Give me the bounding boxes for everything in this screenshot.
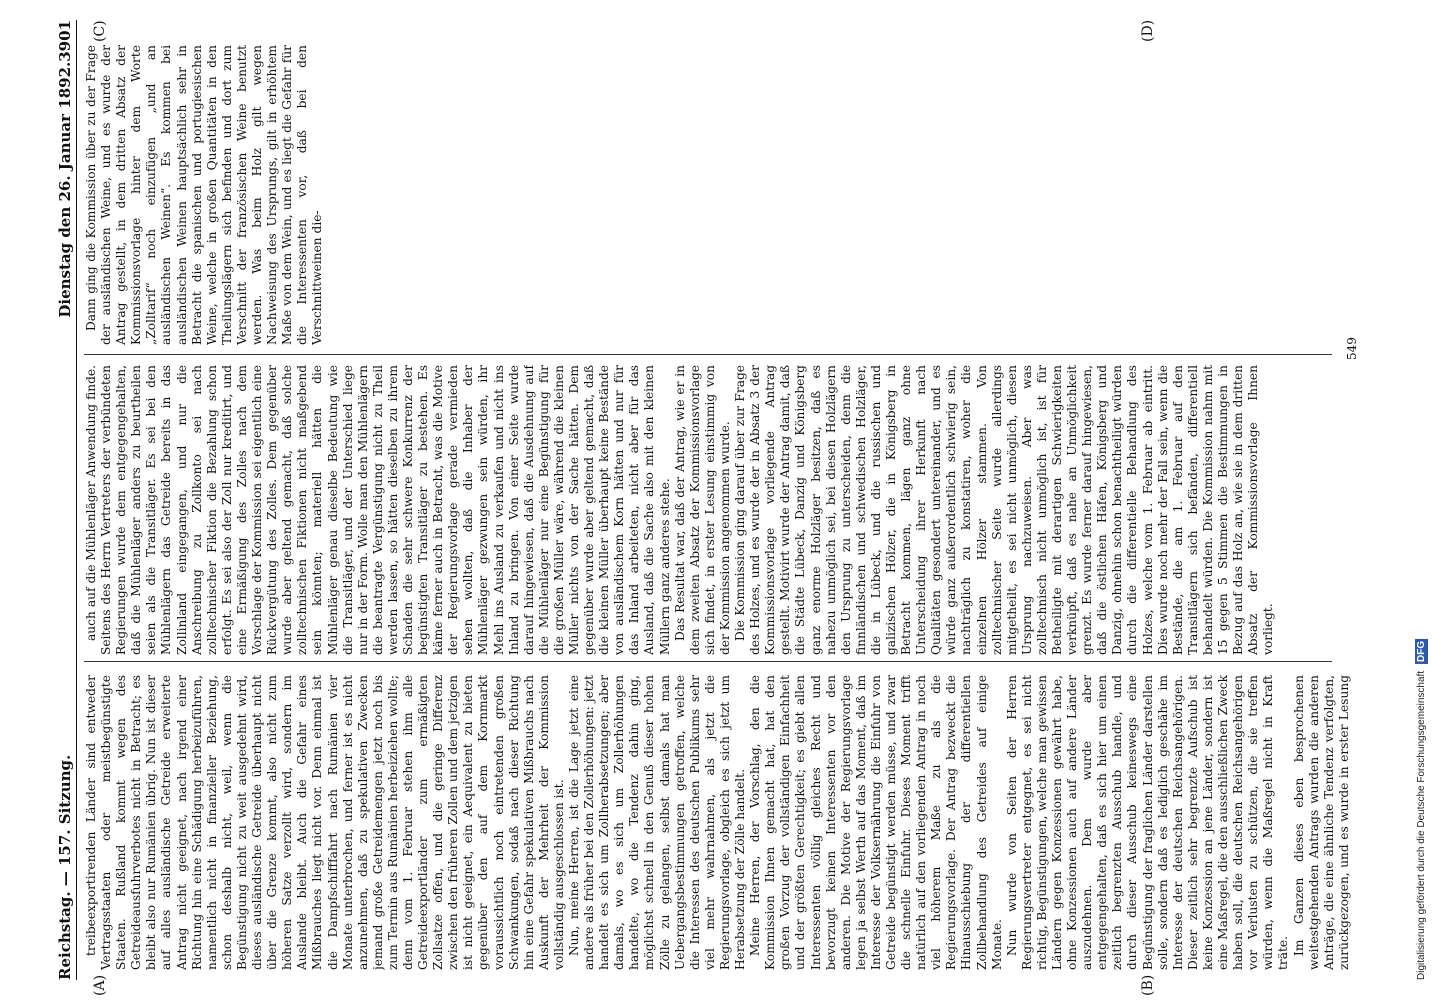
header-center [74,358,76,755]
folio-number: 549 [1345,337,1359,360]
margin-marker-c: (C) [92,20,108,42]
header-left: Reichstag. — 157. Sitzung. [56,754,74,980]
header-date: Dienstag den 26. Januar 1892. [56,61,74,318]
paragraph: auch auf die Mühlenläger Anwendung finde. Seitens des Herrn Vertreters der verbündeten Regierungen wurde dem entgegengehalten, daß die Mühlenläger anders zu beurtheilen seien als die Transitläger. Es sei bei den Mühlenlägern das Getreide bereits in das Zollinland eingegangen, und nur die Anschreibung zu Zollkonto sei nach zolltechnischer Fiktion die Bezahlung schon erfolgt. Es sei also der Zoll nur kreditirt, und eine Ermäßigung des Zolles nach dem Vorschlage der Kommission sei eigentlich eine Rückvergütung des Zolles. Dem gegenüber wurde aber geltend gemacht, daß solche zolltechnischen Fiktionen nicht maßgebend sein könnten; materiell hätten die Mühlenläger genau dieselbe Bedeutung wie die Transitläger, und der Unterschied liege nur in der Form. Wolle man den Mühlenlägern die beantragte Vergünstigung nicht zu Theil werden lassen, so hätten dieselben zu ihrem Schaden die sehr schwere Konkurrenz der begünstigten Transitläger zu bestehen. Es käme ferner auch in Betracht, was die Motive der Regierungsvorlage gerade vermieden sehen wollten, daß die Inhaber der Mühlenläger gezwungen sein würden, ihr Mehl ins Ausland zu verkaufen und nicht ins Inland zu bringen. Von einer Seite wurde darauf hingewiesen, daß die Ausdehnung auf die Mühlenläger nur eine Begünstigung für die großen Müller wäre, während die kleinen Müller nichts von der Sache hätten. Dem gegenüber wurde aber geltend gemacht, daß die kleinen Müller überhaupt keine Bestände von ausländischem Korn hätten und nur für das Inland arbeiteten, nicht aber für das Ausland, daß die Sache also mit den kleinen Müllern ganz anderes stehe. [84,365,672,655]
paragraph: Im Ganzen dieses eben besprochenen weitestgehenden Antrags wurden die anderen Anträge, die eine ähnliche Tendenz verfolgten, zurückgezogen, und es wurde in erster Lesung [1291,675,1351,970]
paragraph: treibeexportirenden Länder sind entweder Vertragsstaaten oder meistbegünstigte Staaten. Rußland kommt wegen des Getreideausfuhrverbotes nicht in Betracht; es bleibt also nur Rumänien übrig. Nun ist dieser auf alles ausländische Getreide erweiterte Antrag nicht geeignet, nach irgend einer Richtung hin eine Schädigung herbeizuführen, namentlich nicht in finanzieller Beziehung, schon deshalb nicht, weil, wenn die Begünstigung nicht zu weit ausgedehnt wird, dieses ausländische Getreide überhaupt nicht über die Grenze kommt, also nicht zum höheren Satze verzollt wird, sondern im Auslande bleibt. Auch die Gefahr eines Mißbrauches liegt nicht vor. Denn einmal ist die Dampfschifffahrt nach Rumänien vier Monate unterbrochen, und ferner ist es nicht anzunehmen, daß zu spekulativen Zwecken jemand große Getreidemengen jetzt noch bis zum Termin aus Rumänien herbeiziehen wollte; denn vom 1. Februar stehen ihm alle Getreideexportländer zum ermäßigten Zollsatze offen, und die geringe Differenz zwischen den früheren Zollen und dem jetzigen ist nicht geeignet, ein Aequivalent zu bieten gegenüber den auf dem Kornmarkt voraussichtlich noch eintretenden großen Schwankungen, sodaß nach dieser Richtung hin eine Gefahr spekulativen Mißbrauchs nach Auskunft der Mehrheit der Kommission vollständig ausgeschlossen ist. [84,675,566,970]
paragraph: Nun, meine Herren, ist die Lage jetzt eine andere als früher bei den Zollerhöhungen: jetzt handelt es sich um Zollherabsetzungen; aber damals, wo es sich um Zollerhöhungen handelte, wo die Tendenz dahin ging, möglichst schnell in den Genuß dieser hohen Zölle zu gelangen, selbst damals hat man Uebergangsbestimmungen getroffen, welche die Interessen des deutschen Publikums sehr viel mehr wahrnahmen, als jetzt die Regierungsvorlage, obgleich es sich jetzt um Herabsetzung der Zölle handelt. [567,675,748,970]
text-column-3 [84,45,1352,345]
column-rule [84,354,1332,355]
text-column-1 [84,675,1352,970]
paragraph: Meine Herren, der Vorschlag, den die Kommission Ihnen gemacht hat, hat den großen Vorzug der vollständigen Einfachheit und der größten Gerechtigkeit; es giebt allen Interessenten völlig gleiches Recht und bevorzugt keinen Interessenten vor den anderen. Die Motive der Regierungsvorlage legen ja selbst Werth auf das Moment, daß im Interesse der Volksernährung die Einfuhr von Getreide begünstigt werden müsse, und zwar die schnelle Einfuhr. Dieses Moment trifft natürlich auf den vorliegenden Antrag in noch viel höherem Maße zu als die Regierungsvorlage. Der Antrag bezweckt die Hinausschiebung der differentiellen Zollbehandlung des Getreides auf einige Monate. [748,675,1004,970]
dfg-logo: DFG [1416,641,1427,663]
paragraph: Die Kommission ging darauf über zur Frage des Holzes, und es wurde der in Absatz 3 der Kommissionsvorlage vorliegende Antrag gestellt. Motivirt wurde der Antrag damit, daß die Städte Lübeck, Danzig und Königsberg ganz enorme Holzläger besitzen, daß es nahezu unmöglich sei, bei diesen Holzlägern den Ursprung zu unterscheiden, denn die finnländischen und schwedischen Holzläger, die in Lübeck, und die russischen und galizischen Hölzer, die in Königsberg in Betracht kommen, lägen ganz ohne Unterscheidung ihrer Herkunft nach Qualitäten gesondert untereinander, und es würde ganz außerordentlich schwierig sein, nachträglich zu konstatiren, woher die einzelnen Hölzer stammen. Von zolltechnischer Seite wurde allerdings mitgetheilt, es sei nicht unmöglich, diesen Ursprung nachzuweisen. Aber was zolltechnisch nicht unmöglich ist, ist für Betheiligte mit derartigen Schwierigkeiten verknüpft, daß es nahe an Unmöglichkeit grenzt. Es wurde ferner darauf hingewiesen, daß die östlichen Häfen, Königsberg und Danzig, ohnehin schon benachtheiligt würden durch die differentielle Behandlung des Holzes, welche vom 1. Februar ab eintritt. Dies wurde noch mehr der Fall sein, wenn die Bestände, die am 1. Februar auf den Transitlägern sich befänden, differentiell behandelt würden. Die Kommission nahm mit 15 gegen 5 Stimmen die Bestimmungen in Bezug auf das Holz an, wie sie in dem dritten Absatz der Kommissionsvorlage Ihnen vorliegt. [733,365,1276,655]
column-rule [84,661,1332,662]
margin-marker-a: (A) [92,974,108,996]
paragraph: Dann ging die Kommission über zu der Frage der ausländischen Weine, und es wurde der Antrag gestellt, in dem dritten Absatz der Kommissionsvorlage hinter dem Worte „Zolltarif“ noch einzufügen „und an ausländischen Weinen“. Es kommen bei ausländischen Weinen hauptsächlich sehr in Betracht die spanischen und portugiesischen Weine, welche in großen Quantitäten in den Theilungslägern sich befinden und dort zum Verschnitt der französischen Weine benutzt werden. Was beim Holz gilt wegen Nachweisung des Ursprungs, gilt in erhöhtem Maße von dem Wein, und es liegt die Gefahr für die Interessenten vor, daß bei den Verschnittweinen die- [84,45,325,345]
paragraph: Das Resultat war, daß der Antrag, wie er in dem zweiten Absatz der Kommissionsvorlage sich findet, in erster Lesung einstimmig von der Kommission angenommen wurde. [672,365,732,655]
page-number: 3901 [56,20,74,62]
paragraph: Nun wurde von Seiten der Herren Regierungsvertreter entgegnet, es sei nicht richtig, Begünstigungen, welche man gewissen Ländern gegen Konzessionen gewährt habe, ohne Konzessionen auch auf andere Länder auszudehnen. Dem wurde aber entgegengehalten, daß es sich hier um einen zeitlich begrenzten Ausschub handle, und durch dieser Ausschub keineswegs eine Begünstigung der fraglichen Länder darstellen solle, sondern daß es lediglich geschähe im Interesse der deutschen Reichsangehörigen. Dieser zeitlich sehr begrenzte Aufschub ist keine Konzession an jene Länder, sondern ist eine Maßregel, die den ausschließlichen Zweck haben soll, die deutschen Reichsangehörigen vor Verlusten zu schützen, die sie treffen würden, wenn die Maßregel nicht in Kraft träte. [1004,675,1291,970]
text-column-2 [84,365,1352,655]
digitization-text: Digitalisierung gefördert durch die Deutsche Forschungsgemeinschaft [1416,670,1427,980]
margin-marker-b: (B) [1140,974,1156,996]
margin-marker-d: (D) [1140,19,1156,42]
digitization-note [1415,639,1428,980]
page-header [50,20,77,980]
